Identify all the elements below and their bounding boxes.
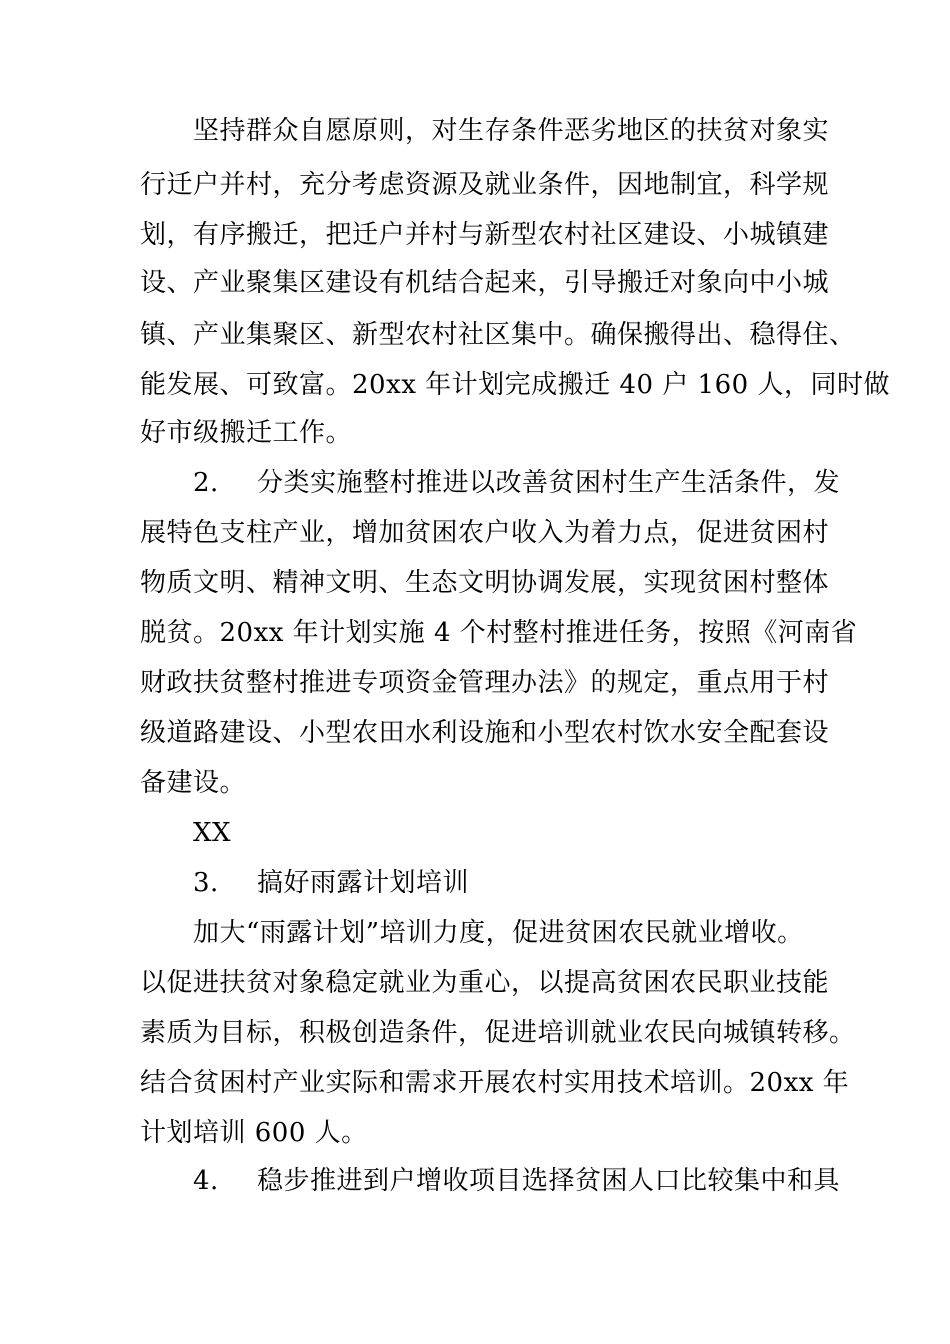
item-2-line-7: 备建设。 (140, 768, 247, 798)
item-3-line-5: 计划培训 600 人。 (140, 1118, 368, 1148)
item-2-line-5: 财政扶贫整村推进专项资金管理办法》的规定，重点用于村 (140, 668, 830, 698)
item-3-line-4: 结合贫困村产业实际和需求开展农村实用技术培训。20xx 年 (140, 1068, 850, 1098)
item-2-heading: 分类实施整村推进以改善贫困村生产生活条件，发 (257, 468, 841, 498)
item-2-line-3: 物质文明、精神文明、生态文明协调发展，实现贫困村整体 (140, 568, 830, 598)
item-3-heading: 搞好雨露计划培训 (257, 868, 470, 898)
item-number-3: 3. (193, 868, 219, 898)
paragraph-1-line-6: 能发展、可致富。20xx 年计划完成搬迁 40 户 160 人，同时做 (140, 370, 890, 400)
item-number-2: 2. (193, 468, 219, 498)
paragraph-1-line-7: 好市级搬迁工作。 (140, 418, 353, 448)
item-2-line-2: 展特色支柱产业，增加贫困农户收入为着力点，促进贫困村 (140, 518, 830, 548)
paragraph-1-line-2: 行迁户并村，充分考虑资源及就业条件，因地制宜，科学规 (140, 170, 830, 200)
item-3-line-2: 以促进扶贫对象稳定就业为重心，以提高贫困农民职业技能 (140, 968, 830, 998)
paragraph-1-line-1: 坚持群众自愿原则，对生存条件恶劣地区的扶贫对象实 (193, 116, 830, 146)
item-2-line-6: 级道路建设、小型农田水利设施和小型农村饮水安全配套设 (140, 718, 830, 748)
item-4-heading: 稳步推进到户增收项目选择贫困人口比较集中和具 (257, 1166, 841, 1196)
placeholder-text: XX (193, 818, 232, 848)
paragraph-1-line-5: 镇、产业集聚区、新型农村社区集中。确保搬得出、稳得住、 (140, 320, 856, 350)
item-3-line-1: 加大“雨露计划”培训力度，促进贫困农民就业增收。 (193, 918, 804, 948)
item-number-4: 4. (193, 1166, 219, 1196)
item-2-line-4: 脱贫。20xx 年计划实施 4 个村整村推进任务，按照《河南省 (140, 618, 858, 648)
paragraph-1-line-3: 划，有序搬迁，把迁户并村与新型农村社区建设、小城镇建 (140, 220, 830, 250)
item-3-line-3: 素质为目标，积极创造条件，促进培训就业农民向城镇转移。 (140, 1018, 856, 1048)
paragraph-1-line-4: 设、产业聚集区建设有机结合起来，引导搬迁对象向中小城 (140, 268, 830, 298)
